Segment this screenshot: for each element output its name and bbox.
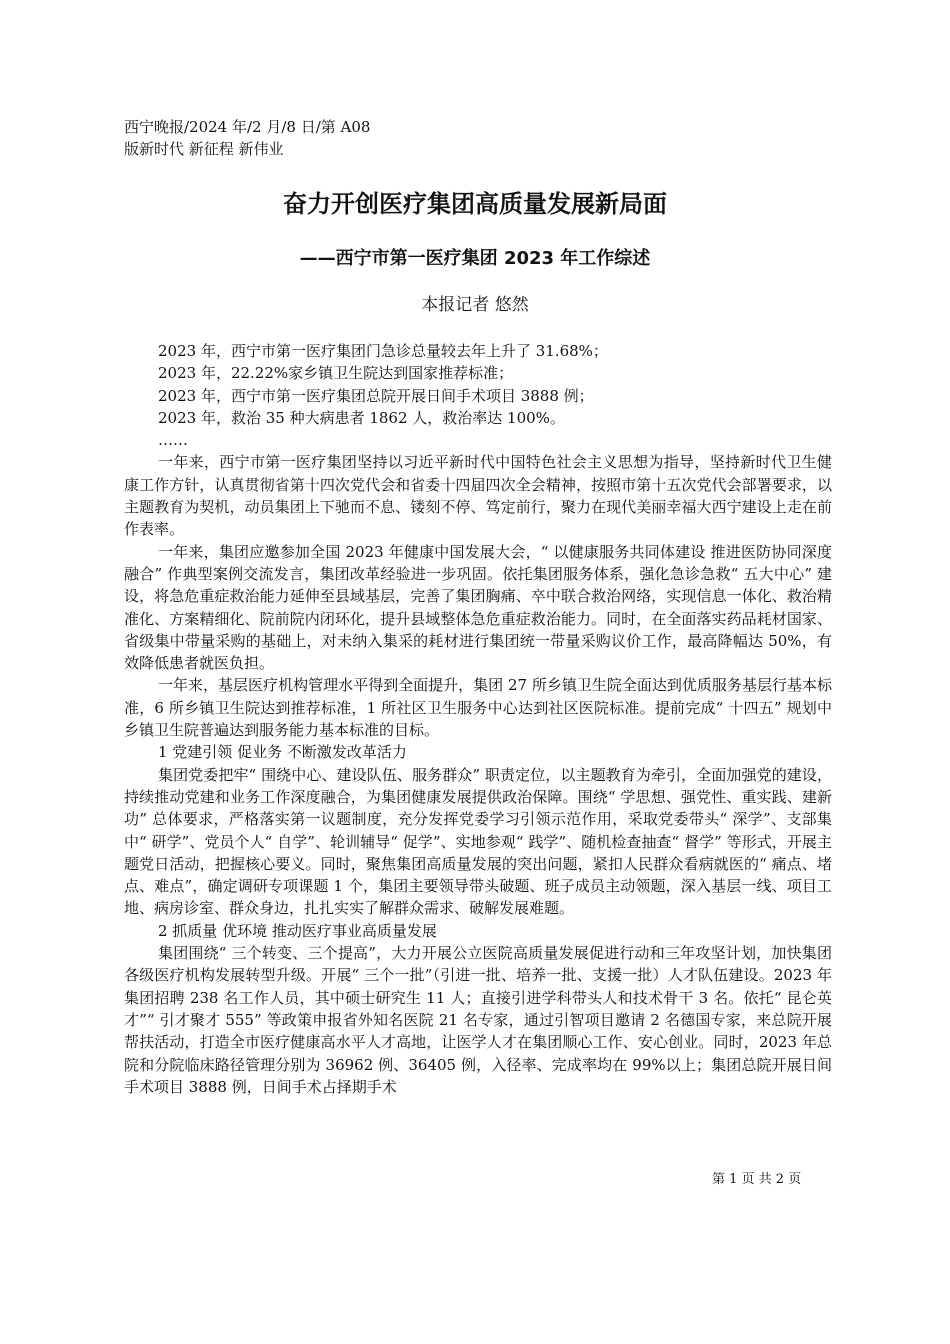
paragraph: 2023 年，救治 35 种大病患者 1862 人，救治率达 100%。 xyxy=(158,408,565,427)
source-line-1: 西宁晚报/2024 年/2 月/8 日/第 A08 xyxy=(124,118,371,136)
paragraph: 2023 年，22.22%家乡镇卫生院达到国家推荐标准； xyxy=(158,364,514,383)
article-subtitle: ——西宁市第一医疗集团 2023 年工作综述 xyxy=(299,248,651,269)
paragraph: 2023 年，西宁市第一医疗集团门急诊总量较去年上升了 31.68%； xyxy=(158,342,608,360)
article-title: 奋力开创医疗集团高质量发展新局面 xyxy=(283,190,667,218)
paragraph: 集团党委把牢“ 围绕中心、建设队伍、服务群众” 职责定位，以主题教育为牵引，全面加强党的建设，持续推动党建和业务工作深度融合，为集团健康发展提供政治保障。围绕“ 学思想、强党性、重实践、建新功” 总体要求，严格落实第一议题制度，充分发挥党委学习引领示范作用，采取党委带头“ 深学”、支部集中“ 研学”、党员个人“ 自学”、轮训辅导“ 促学”、实地参观“ 践学”、随机检查抽查“ 督学” 等形式，开展主题党日活动，把握核心要义。同时，聚焦集团高质量发展的突出问题，紧扣人民群众看病就医的“ 痛点、堵点、难点”，确定调研专项课题 1 个，集团主要领导带头破题、班子成员主动领题，深入基层一线、项目工地、病房诊室、群众身边，扎扎实实了解群众需求、破解发展难题。 xyxy=(124,765,832,918)
paragraph: 集团围绕“ 三个转变、三个提高”，大力开展公立医院高质量发展促进行动和三年攻坚计划，加快集团各级医疗机构发展转型升级。开展“ 三个一批”（引进一批、培养一批、支援一批）人才队伍建设。2023 年集团招聘 238 名工作人员，其中硕士研究生 11 人；直接引进学科带头人和技术骨干 3 名。依托“ 昆仑英才”“ 引才聚才 555” 等政策申报省外知名医院 21 名专家，通过引智项目邀请 2 名德国专家，来总院开展帮扶活动，打造全市医疗健康高水平人才高地，让医学人才在集团顺心工作、安心创业。同时，2023 年总院和分院临床路径管理分别为 36962 例、36405 例，入径率、完成率均在 99%以上；集团总院开展日间手术项目 3888 例，日间手术占择期手术 xyxy=(124,944,832,1096)
paragraph: 一年来，集团应邀参加全国 2023 年健康中国发展大会，“ 以健康服务共同体建设 推进医防协同深度融合” 作典型案例交流发言，集团改革经验进一步巩固。依托集团服务体系，强化急诊急救“ 五大中心” 建设，将急危重症救治能力延伸至县域基层，完善了集团胸痛、卒中联合救治网络，实现信息一体化、救治精准化、方案精细化、院前院内闭环化，提升县域整体急危重症救治能力。同时，在全面落实药品耗材国家、省级集中带量采购的基础上，对未纳入集采的耗材进行集团统一带量采购议价工作，最高降幅达 50%，有效降低患者就医负担。 xyxy=(124,542,832,673)
paragraph: …… xyxy=(158,431,188,450)
article-body xyxy=(124,340,832,1098)
paragraph: 一年来，基层医疗机构管理水平得到全面提升，集团 27 所乡镇卫生院全面达到优质服务基层行基本标准，6 所乡镇卫生院达到推荐标准，1 所社区卫生服务中心达到社区医院标准。提前完成“ 十四五” 规划中乡镇卫生院普遍达到服务能力基本标准的目标。 xyxy=(124,676,832,740)
source-info xyxy=(124,116,370,160)
byline: 本报记者 悠然 xyxy=(421,295,529,315)
paragraph: 一年来，西宁市第一医疗集团坚持以习近平新时代中国特色社会主义思想为指导，坚持新时代卫生健康工作方针，认真贯彻省第十四次党代会和省委十四届四次全会精神，按照市第十五次党代会部署要求，以主题教育为契机，动员集团上下驰而不息、镂刻不停、笃定前行，聚力在现代美丽幸福大西宁建设上走在前作表率。 xyxy=(124,453,832,539)
section-heading: 1 党建引领 促业务 不断激发改革活力 xyxy=(158,743,407,762)
paragraph: 2023 年，西宁市第一医疗集团总院开展日间手术项目 3888 例； xyxy=(158,386,594,405)
section-heading: 2 抓质量 优环境 推动医疗事业高质量发展 xyxy=(158,921,437,940)
source-line-2: 版新时代 新征程 新伟业 xyxy=(124,140,284,158)
page-number: 第 1 页 共 2 页 xyxy=(712,1172,802,1187)
